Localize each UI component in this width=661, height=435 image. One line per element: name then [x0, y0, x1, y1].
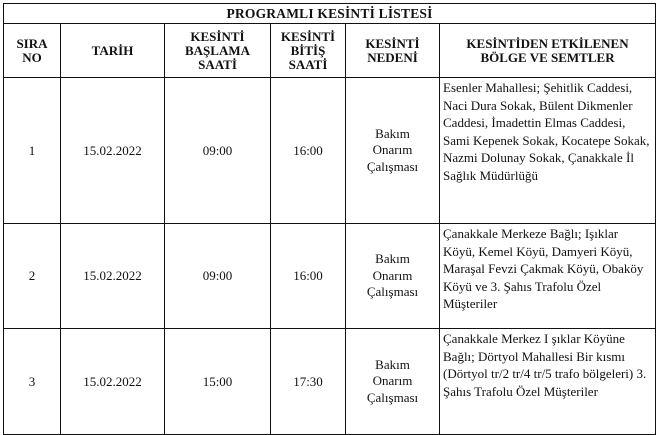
- row-affected-area: Esenler Mahallesi; Şehitlik Caddesi, Naci Dura Sokak, Bülent Dikmenler Caddesi, İmadettin Elmas Caddesi, Sami Kepenek Sokak, Kocatepe Sokak, Nazmi Dolunay Sokak, Çanakkale İl Sağlık Müdürlüğü: [440, 78, 656, 224]
- row-end-time: 17:30: [271, 329, 346, 435]
- row-start-time: 09:00: [165, 224, 271, 329]
- row-affected-area: Çanakkale Merkez I şıklar Köyüne Bağlı; Dörtyol Mahallesi Bir kısmı (Dörtyol tr/2 tr/4 tr/5 trafo bölgeleri) 3. Şahıs Trafolu Özel Müşteriler: [440, 329, 656, 435]
- table-title: PROGRAMLI KESİNTİ LİSTESİ: [4, 4, 656, 24]
- row-no: 3: [4, 329, 61, 435]
- header-baslama: KESİNTİ BAŞLAMA SAATİ: [165, 24, 271, 78]
- header-sira-no: SIRA NO: [4, 24, 61, 78]
- outage-list-document: [3, 3, 656, 435]
- table-row: [4, 78, 656, 224]
- table-row: [4, 329, 656, 435]
- row-start-time: 15:00: [165, 329, 271, 435]
- row-reason: Bakım Onarım Çalışması: [346, 224, 440, 329]
- row-affected-area: Çanakkale Merkeze Bağlı; Işıklar Köyü, Kemel Köyü, Damyeri Köyü, Maraşal Fevzi Çakmak Köyü, Obaköy Köyü ve 3. Şahıs Trafolu Özel Müşteriler: [440, 224, 656, 329]
- outage-table: [3, 3, 656, 435]
- row-end-time: 16:00: [271, 78, 346, 224]
- table-row: [4, 224, 656, 329]
- header-bolge: KESİNTİDEN ETKİLENEN BÖLGE VE SEMTLER: [440, 24, 656, 78]
- row-reason: Bakım Onarım Çalışması: [346, 329, 440, 435]
- row-date: 15.02.2022: [61, 329, 165, 435]
- header-bitis: KESİNTİ BİTİŞ SAATİ: [271, 24, 346, 78]
- row-reason: Bakım Onarım Çalışması: [346, 78, 440, 224]
- row-date: 15.02.2022: [61, 224, 165, 329]
- row-end-time: 16:00: [271, 224, 346, 329]
- header-tarih: TARİH: [61, 24, 165, 78]
- row-no: 1: [4, 78, 61, 224]
- row-date: 15.02.2022: [61, 78, 165, 224]
- row-start-time: 09:00: [165, 78, 271, 224]
- row-no: 2: [4, 224, 61, 329]
- header-neden: KESİNTİ NEDENİ: [346, 24, 440, 78]
